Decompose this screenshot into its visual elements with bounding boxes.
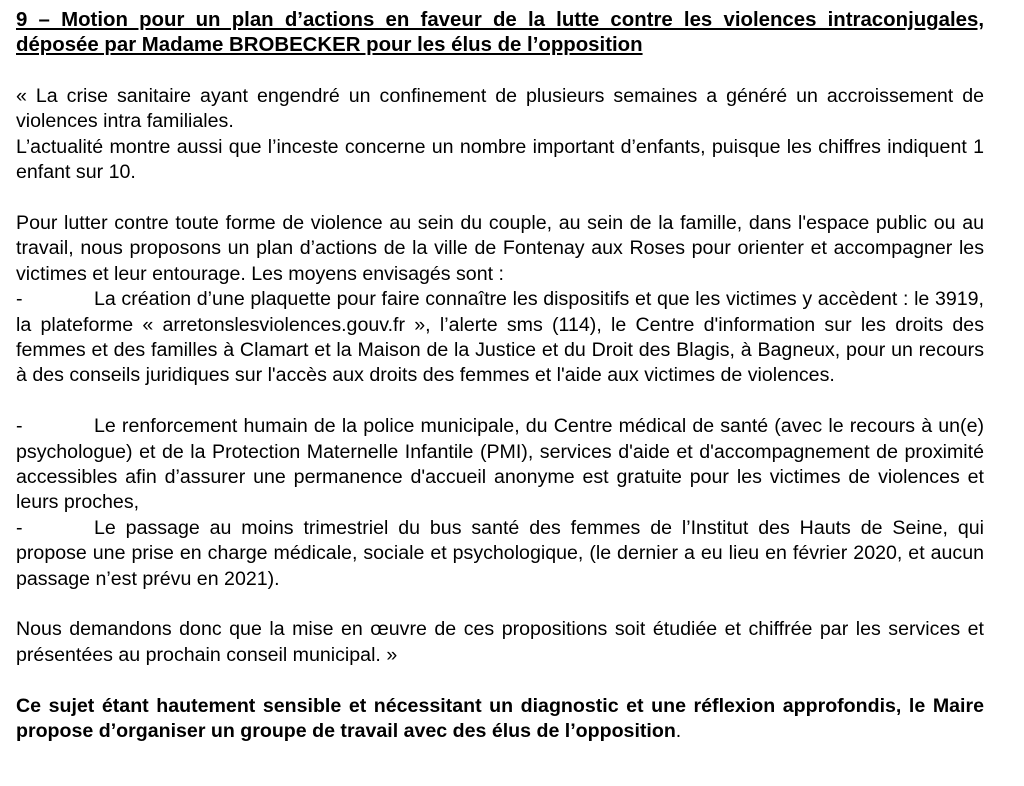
motion-title: 9 – Motion pour un plan d’actions en faveur de la lutte contre les violences intraconjugales, déposée par Madame BROBECKER pour les élus de l’opposition: [16, 9, 984, 56]
bullet-marker: -: [16, 288, 23, 311]
bullet-police-reinforcement: [16, 414, 984, 516]
paragraph-request: Nous demandons donc que la mise en œuvre de ces propositions soit étudiée et chiffrée par les services et présentées au prochain conseil municipal. »: [16, 618, 984, 666]
mayor-conclusion-text: Ce sujet étant hautement sensible et nécessitant un diagnostic et une réflexion approfondis, le Maire propose d’organiser un groupe de travail avec des élus de l’opposition: [16, 694, 984, 743]
bullet-brochure-text: La création d’une plaquette pour faire connaître les dispositifs et que les victimes y accèdent : le 3919, la plateforme « arretonslesviolences.gouv.fr », l’alerte sms (114), le Centre d'information sur les droits des femmes et des familles à Clamart et la Maison de la Justice et du Droit des Blagis, à Bagneux, pour un recours à des conseils juridiques sur l'accès aux droits des femmes et l'aide aux victimes de violences.: [16, 288, 984, 387]
bullet-marker: -: [16, 415, 23, 438]
paragraph-spacer: [16, 389, 984, 414]
bullet-health-bus: [16, 516, 984, 592]
bullet-marker: -: [16, 516, 23, 539]
mayor-conclusion-period: .: [675, 720, 682, 743]
bullet-health-bus-text: Le passage au moins trimestriel du bus santé des femmes de l’Institut des Hauts de Seine, qui propose une prise en charge médicale, sociale et psychologique, (le dernier a eu lieu en février 2020, et aucun passage n’est prévu en 2021).: [16, 516, 984, 590]
paragraph-action-plan: Pour lutter contre toute forme de violence au sein du couple, au sein de la famille, dans l'espace public ou au travail, nous proposons un plan d’actions de la ville de Fontenay aux Roses pour orienter et accompagner les victimes et leur entourage. Les moyens envisagés sont :: [16, 212, 984, 285]
paragraph-incest-news: L’actualité montre aussi que l’inceste concerne un nombre important d’enfants, puisque les chiffres indiquent 1 enfant sur 10.: [16, 135, 984, 184]
paragraph-spacer: [16, 668, 984, 693]
bullet-brochure: [16, 287, 984, 389]
mayor-conclusion: [16, 694, 984, 745]
paragraph-spacer: [16, 186, 984, 211]
paragraph-sanitary-crisis: « La crise sanitaire ayant engendré un confinement de plusieurs semaines a généré un accroissement de violences intra familiales.: [16, 85, 984, 133]
bullet-police-reinforcement-text: Le renforcement humain de la police municipale, du Centre médical de santé (avec le recours à un(e) psychologue) et de la Protection Maternelle Infantile (PMI), services d'aide et d'accompagnement de proximité accessibles afin d’assurer une permanence d'accueil anonyme est gratuite pour les victimes de violences et leurs proches,: [16, 415, 984, 514]
paragraph-spacer: [16, 592, 984, 617]
